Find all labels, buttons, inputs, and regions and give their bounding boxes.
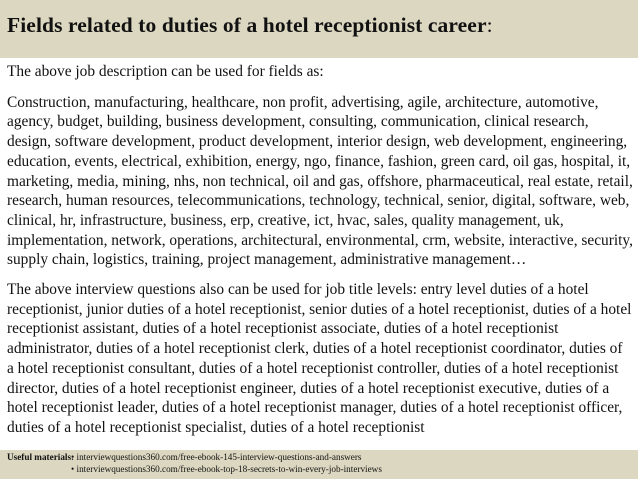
footer-link-ebook-secrets[interactable]: • interviewquestions360.com/free-ebook-top-18-secrets-to-win-every-job-interviews — [71, 464, 382, 474]
slide-title-colon: : — [486, 13, 493, 37]
footer-row-2 — [7, 463, 638, 475]
footer-link-ebook-145[interactable]: • interviewquestions360.com/free-ebook-145-interview-questions-and-answers — [71, 452, 362, 462]
slide-body — [7, 62, 633, 438]
footer-label-spacer — [7, 463, 71, 475]
job-levels-paragraph: The above interview questions also can be used for job title levels: entry level duties of a hotel receptionist, junior duties of a hotel receptionist, senior duties of a hotel receptionist, duties of a hotel receptionist assistant, duties of a hotel receptionist associate, duties of a hotel receptionist administrator, duties of a hotel receptionist clerk, duties of a hotel receptionist coordinator, duties of a hotel receptionist consultant, duties of a hotel receptionist controller, duties of a hotel receptionist director, duties of a hotel receptionist engineer, duties of a hotel receptionist executive, duties of a hotel receptionist leader, duties of a hotel receptionist manager, duties of a hotel receptionist officer, duties of a hotel receptionist specialist, duties of a hotel receptionist — [7, 281, 632, 436]
slide-title-text: Fields related to duties of a hotel receptionist career — [7, 13, 487, 37]
slide-title — [7, 13, 638, 38]
footer-label: Useful materials: — [7, 452, 75, 462]
footer-bar — [0, 450, 638, 479]
footer-row-1 — [7, 451, 638, 463]
fields-paragraph: Construction, manufacturing, healthcare, non profit, advertising, agile, architecture, automotive, agency, budget, building, business development, consulting, communication, clinical research, design, software development, product development, interior design, web development, engineering, education, events, electrical, exhibition, energy, ngo, finance, fashion, green card, oil gas, hospital, it, marketing, media, mining, nhs, non technical, oil and gas, offshore, pharmaceutical, real estate, retail, research, human resources, telecommunications, technology, technical, senior, digital, software, web, clinical, hr, infrastructure, business, erp, creative, ict, hvac, sales, quality management, uk, implementation, network, operations, architectural, environmental, crm, website, interactive, security, supply chain, logistics, training, project management, administrative management… — [7, 93, 633, 269]
title-bar — [0, 0, 638, 58]
intro-paragraph: The above job description can be used for fields as: — [7, 63, 324, 80]
